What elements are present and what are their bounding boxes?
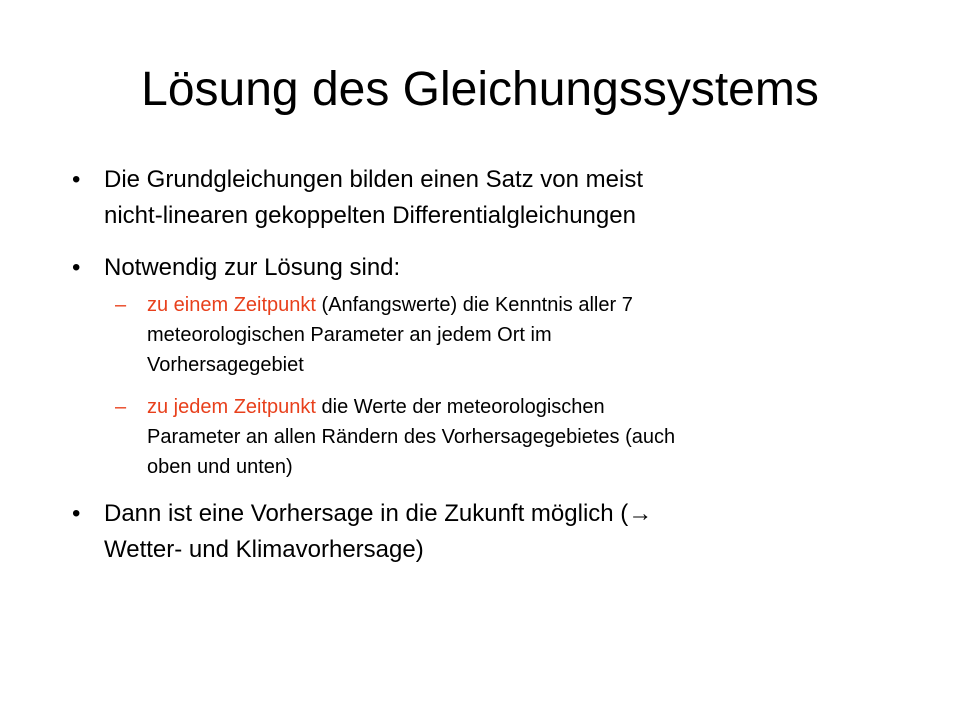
bullet-list xyxy=(72,162,872,568)
subitem-dash: – xyxy=(115,396,127,418)
subitem-text-line: Parameter an allen Rändern des Vorhersagegebietes (auch xyxy=(147,426,676,448)
slide-title: Lösung des Gleichungssystems xyxy=(141,63,819,116)
bullet-item-forecast xyxy=(72,496,872,568)
bullet-text-line: Wetter- und Klimavorhersage) xyxy=(104,536,424,563)
subitem-text: (Anfangswerte) die Kenntnis aller 7 xyxy=(315,294,633,316)
bullet-item-requirements xyxy=(72,250,872,286)
bullet-text-line: nicht-linearen gekoppelten Differentialgleichungen xyxy=(104,202,636,229)
bullet-item-equations xyxy=(72,162,872,234)
bullet-marker: • xyxy=(72,500,81,527)
subitem-dash: – xyxy=(115,294,127,316)
subitem-text-line xyxy=(147,290,872,320)
bullet-text-line: Dann ist eine Vorhersage in die Zukunft möglich (→ xyxy=(104,500,653,527)
highlight-text: zu einem Zeitpunkt xyxy=(147,294,316,316)
subitem-text-line: meteorologischen Parameter an jedem Ort im xyxy=(147,324,552,346)
subitem-text-line: Vorhersagegebiet xyxy=(147,354,304,376)
bullet-marker: • xyxy=(72,254,81,281)
subitem-text: die Werte der meteorologischen xyxy=(315,396,605,418)
subitem-boundary-values xyxy=(72,392,872,482)
bullet-text-line: Die Grundgleichungen bilden einen Satz von meist xyxy=(104,166,644,193)
highlight-text: zu jedem Zeitpunkt xyxy=(147,396,316,418)
bullet-marker: • xyxy=(72,166,81,193)
subitem-initial-values xyxy=(72,290,872,380)
bullet-text-line: Notwendig zur Lösung sind: xyxy=(104,254,401,281)
subitem-text-line xyxy=(147,392,872,422)
subitem-text-line: oben und unten) xyxy=(147,456,293,478)
